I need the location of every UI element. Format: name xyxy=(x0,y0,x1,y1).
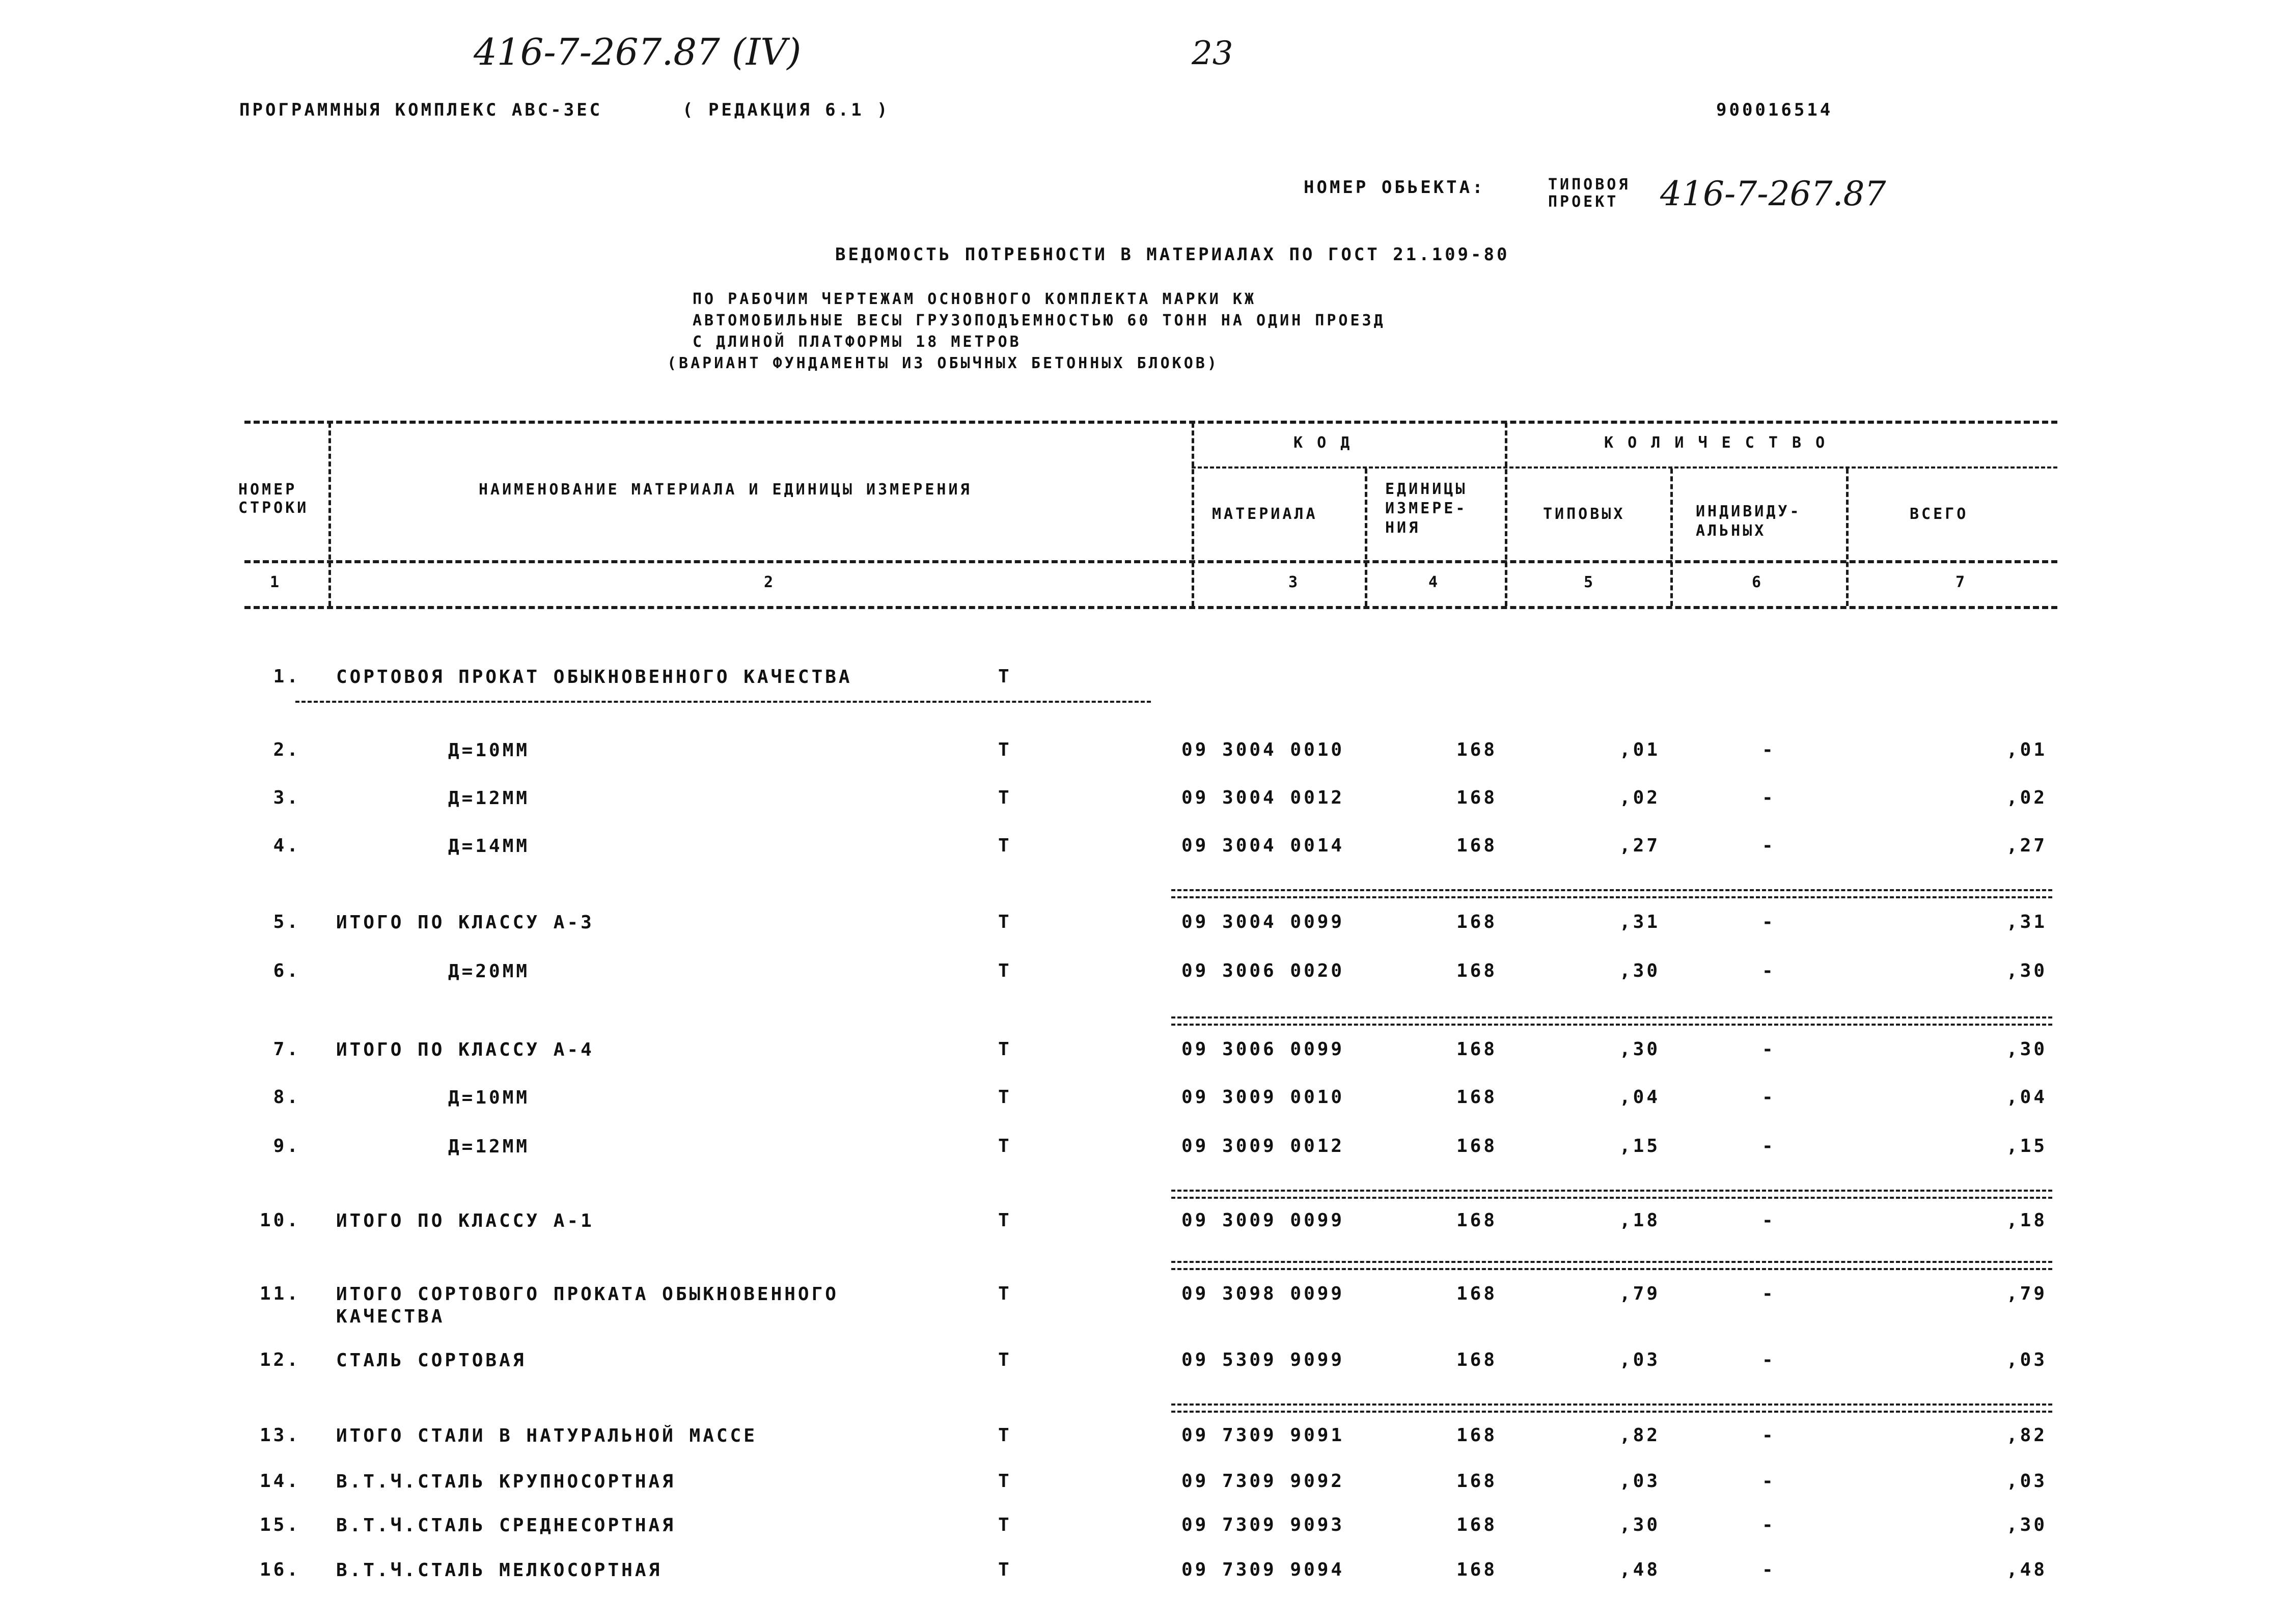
unit: Т xyxy=(998,1136,1012,1157)
header-row-number: НОМЕР СТРОКИ xyxy=(238,481,309,517)
unit-code: 168 xyxy=(1456,1350,1498,1370)
row-number: 3. xyxy=(273,787,300,808)
table-row xyxy=(0,912,2286,942)
typical-quantity: ,03 xyxy=(1619,1471,1661,1492)
handwritten-page-number: 23 xyxy=(1192,35,1233,72)
row-number: 8. xyxy=(273,1087,300,1108)
typical-quantity: ,04 xyxy=(1619,1087,1661,1108)
typical-quantity: ,48 xyxy=(1619,1559,1661,1580)
title-line-2: АВТОМОБИЛЬНЫЕ ВЕСЫ ГРУЗОПОДЪЕМНОСТЬЮ 60 ТОНН НА ОДИН ПРОЕЗД xyxy=(693,312,1386,329)
table-row xyxy=(0,960,2286,991)
unit-code: 168 xyxy=(1456,960,1498,981)
col-number-4: 4 xyxy=(1428,573,1441,591)
material-code: 09 7309 9093 xyxy=(1181,1515,1345,1535)
total-quantity: ,04 xyxy=(2006,1087,2047,1108)
individual-quantity: - xyxy=(1762,1136,1776,1157)
individual-quantity: - xyxy=(1762,1350,1776,1370)
subtotal-separator xyxy=(1171,1016,2052,1026)
individual-quantity: - xyxy=(1762,960,1776,981)
header-individual: ИНДИВИДУ- АЛЬНЫХ xyxy=(1696,503,1802,540)
individual-quantity: - xyxy=(1762,1210,1776,1231)
unit: Т xyxy=(998,912,1012,932)
total-quantity: ,82 xyxy=(2006,1425,2047,1446)
unit-code: 168 xyxy=(1456,1425,1498,1446)
col-divider-2 xyxy=(1192,423,1194,606)
unit-code: 168 xyxy=(1456,1471,1498,1492)
table-row xyxy=(0,1210,2286,1241)
unit-code: 168 xyxy=(1456,1087,1498,1108)
unit: Т xyxy=(998,1039,1012,1060)
col-divider-3 xyxy=(1365,469,1367,606)
header-code: К О Д xyxy=(1293,434,1353,452)
individual-quantity: - xyxy=(1762,1425,1776,1446)
table-row xyxy=(0,1471,2286,1501)
total-quantity: ,27 xyxy=(2006,835,2047,856)
table-row xyxy=(0,1515,2286,1545)
title-line-3: С ДЛИНОЙ ПЛАТФОРМЫ 18 МЕТРОВ xyxy=(693,333,1022,351)
header-material-name: НАИМЕНОВАНИЕ МАТЕРИАЛА И ЕДИНИЦЫ ИЗМЕРЕНИЯ xyxy=(479,481,972,499)
header-top-rule xyxy=(244,421,2057,424)
col-number-5: 5 xyxy=(1584,573,1596,591)
typical-quantity: ,27 xyxy=(1619,835,1661,856)
material-name: ИТОГО СТАЛИ В НАТУРАЛЬНОЙ МАССЕ xyxy=(336,1425,757,1446)
material-code: 09 7309 9091 xyxy=(1181,1425,1345,1446)
unit-code: 168 xyxy=(1456,1039,1498,1060)
typical-quantity: ,30 xyxy=(1619,1515,1661,1535)
material-code: 09 7309 9094 xyxy=(1181,1559,1345,1580)
unit: Т xyxy=(998,787,1012,808)
material-name: Д=20ММ xyxy=(448,961,530,982)
total-quantity: ,30 xyxy=(2006,960,2047,981)
material-code: 09 3006 0099 xyxy=(1181,1039,1345,1060)
typical-quantity: ,31 xyxy=(1619,912,1661,932)
total-quantity: ,02 xyxy=(2006,787,2047,808)
material-name: Д=10ММ xyxy=(448,1087,530,1108)
col-number-6: 6 xyxy=(1752,573,1764,591)
individual-quantity: - xyxy=(1762,1087,1776,1108)
table-row xyxy=(0,1136,2286,1166)
unit-code: 168 xyxy=(1456,739,1498,760)
row-number: 13. xyxy=(259,1425,300,1446)
unit: Т xyxy=(998,1425,1012,1446)
col-divider-4 xyxy=(1505,423,1507,606)
material-code: 09 3006 0020 xyxy=(1181,960,1345,981)
unit: Т xyxy=(998,1559,1012,1580)
material-code: 09 5309 9099 xyxy=(1181,1350,1345,1370)
col-number-7: 7 xyxy=(1956,573,1968,591)
row-number: 1. xyxy=(273,666,300,687)
material-code: 09 7309 9092 xyxy=(1181,1471,1345,1492)
total-quantity: ,03 xyxy=(2006,1350,2047,1370)
unit-code: 168 xyxy=(1456,1210,1498,1231)
material-code: 09 3004 0010 xyxy=(1181,739,1345,760)
unit: Т xyxy=(998,1283,1012,1304)
handwritten-project-code: 416-7-267.87 xyxy=(1660,174,1886,213)
document-number: 900016514 xyxy=(1716,100,1833,120)
material-name: В.Т.Ч.СТАЛЬ МЕЛКОСОРТНАЯ xyxy=(336,1560,663,1581)
table-row xyxy=(0,666,2286,697)
individual-quantity: - xyxy=(1762,835,1776,856)
row-number: 12. xyxy=(259,1350,300,1370)
material-name: СОРТОВОЯ ПРОКАТ ОБЫКНОВЕННОГО КАЧЕСТВА xyxy=(336,667,852,687)
unit: Т xyxy=(998,1210,1012,1231)
table-row xyxy=(0,1283,2286,1327)
object-number-label: НОМЕР ОБЬЕКТА: xyxy=(1304,177,1485,198)
individual-quantity: - xyxy=(1762,1471,1776,1492)
table-row xyxy=(0,1039,2286,1069)
total-quantity: ,79 xyxy=(2006,1283,2047,1304)
program-edition: ( РЕДАКЦИЯ 6.1 ) xyxy=(682,100,890,120)
total-quantity: ,01 xyxy=(2006,739,2047,760)
individual-quantity: - xyxy=(1762,1515,1776,1535)
unit: Т xyxy=(998,1350,1012,1370)
individual-quantity: - xyxy=(1762,1039,1776,1060)
handwritten-top-code: 416-7-267.87 (IV) xyxy=(474,31,802,73)
material-name: ИТОГО ПО КЛАССУ А-4 xyxy=(336,1039,594,1060)
header-typical: ТИПОВЫХ xyxy=(1543,505,1626,523)
table-row xyxy=(0,1350,2286,1380)
total-quantity: ,48 xyxy=(2006,1559,2047,1580)
typical-quantity: ,79 xyxy=(1619,1283,1661,1304)
typical-quantity: ,30 xyxy=(1619,960,1661,981)
row-number: 16. xyxy=(259,1559,300,1580)
material-name: СТАЛЬ СОРТОВАЯ xyxy=(336,1350,527,1371)
table-row xyxy=(0,1425,2286,1455)
row-number: 9. xyxy=(273,1136,300,1157)
unit-code: 168 xyxy=(1456,1136,1498,1157)
typical-quantity: ,18 xyxy=(1619,1210,1661,1231)
unit: Т xyxy=(998,739,1012,760)
unit-code: 168 xyxy=(1456,1515,1498,1535)
table-row xyxy=(0,1559,2286,1590)
total-quantity: ,30 xyxy=(2006,1039,2047,1060)
col-number-3: 3 xyxy=(1288,573,1301,591)
table-row xyxy=(0,1087,2286,1117)
col-number-1: 1 xyxy=(270,573,282,591)
material-name: ИТОГО СОРТОВОГО ПРОКАТА ОБЫКНОВЕННОГО КАЧЕСТВА xyxy=(336,1284,839,1327)
row-number: 7. xyxy=(273,1039,300,1060)
subtotal-separator xyxy=(1171,1190,2052,1199)
row-number: 2. xyxy=(273,739,300,760)
unit: Т xyxy=(998,960,1012,981)
table-row xyxy=(0,739,2286,770)
row-number: 15. xyxy=(259,1515,300,1535)
material-name: ИТОГО ПО КЛАССУ А-1 xyxy=(336,1210,594,1231)
header-bottom-rule xyxy=(244,560,2057,563)
material-code: 09 3004 0014 xyxy=(1181,835,1345,856)
individual-quantity: - xyxy=(1762,1283,1776,1304)
individual-quantity: - xyxy=(1762,739,1776,760)
row-number: 10. xyxy=(259,1210,300,1231)
total-quantity: ,30 xyxy=(2006,1515,2047,1535)
material-code: 09 3098 0099 xyxy=(1181,1283,1345,1304)
document-title: ВЕДОМОСТЬ ПОТРЕБНОСТИ В МАТЕРИАЛАХ ПО ГОСТ 21.109-80 xyxy=(835,244,1510,265)
unit-code: 168 xyxy=(1456,912,1498,932)
title-line-1: ПО РАБОЧИМ ЧЕРТЕЖАМ ОСНОВНОГО КОМПЛЕКТА МАРКИ КЖ xyxy=(693,290,1256,308)
header-unit-code: ЕДИНИЦЫ ИЗМЕРЕ- НИЯ xyxy=(1385,480,1468,537)
total-quantity: ,18 xyxy=(2006,1210,2047,1231)
typical-quantity: ,30 xyxy=(1619,1039,1661,1060)
row-number: 11. xyxy=(259,1283,300,1304)
row-number: 14. xyxy=(259,1471,300,1492)
material-code: 09 3009 0010 xyxy=(1181,1087,1345,1108)
header-total: ВСЕГО xyxy=(1910,505,1969,523)
unit: Т xyxy=(998,1087,1012,1108)
row-number: 5. xyxy=(273,912,300,932)
individual-quantity: - xyxy=(1762,912,1776,932)
material-name: ИТОГО ПО КЛАССУ А-3 xyxy=(336,912,594,933)
section-underline xyxy=(295,701,1151,703)
table-row xyxy=(0,835,2286,866)
typical-project-label: ТИПОВОЯ ПРОЕКТ xyxy=(1548,176,1631,211)
unit-code: 168 xyxy=(1456,1283,1498,1304)
typical-quantity: ,03 xyxy=(1619,1350,1661,1370)
typical-quantity: ,15 xyxy=(1619,1136,1661,1157)
column-number-rule xyxy=(244,606,2057,609)
total-quantity: ,03 xyxy=(2006,1471,2047,1492)
material-name: В.Т.Ч.СТАЛЬ СРЕДНЕСОРТНАЯ xyxy=(336,1515,676,1536)
row-number: 4. xyxy=(273,835,300,856)
unit-code: 168 xyxy=(1456,787,1498,808)
material-code: 09 3004 0012 xyxy=(1181,787,1345,808)
unit-code: 168 xyxy=(1456,1559,1498,1580)
col-divider-6 xyxy=(1846,469,1849,606)
col-divider-1 xyxy=(328,423,331,606)
header-material-code: МАТЕРИАЛА xyxy=(1212,505,1318,523)
subtotal-separator xyxy=(1171,889,2052,898)
unit: Т xyxy=(998,835,1012,856)
material-code: 09 3004 0099 xyxy=(1181,912,1345,932)
unit-code: 168 xyxy=(1456,835,1498,856)
material-name: Д=12ММ xyxy=(448,1136,530,1157)
unit: Т xyxy=(998,1471,1012,1492)
unit: Т xyxy=(998,666,1012,687)
total-quantity: ,31 xyxy=(2006,912,2047,932)
material-code: 09 3009 0012 xyxy=(1181,1136,1345,1157)
header-mid-rule xyxy=(1192,466,2057,469)
material-name: Д=12ММ xyxy=(448,788,530,809)
col-number-2: 2 xyxy=(764,573,776,591)
table-row xyxy=(0,787,2286,818)
material-code: 09 3009 0099 xyxy=(1181,1210,1345,1231)
header-quantity: К О Л И Ч Е С Т В О xyxy=(1604,434,1828,452)
total-quantity: ,15 xyxy=(2006,1136,2047,1157)
program-name: ПРОГРАММНЫЯ КОМПЛЕКС АВС-ЗЕС xyxy=(239,100,603,120)
subtotal-separator xyxy=(1171,1261,2052,1270)
material-name: Д=14ММ xyxy=(448,836,530,857)
unit: Т xyxy=(998,1515,1012,1535)
typical-quantity: ,82 xyxy=(1619,1425,1661,1446)
typical-quantity: ,01 xyxy=(1619,739,1661,760)
title-line-4: (ВАРИАНТ ФУНДАМЕНТЫ ИЗ ОБЫЧНЫХ БЕТОННЫХ БЛОКОВ) xyxy=(667,354,1219,372)
material-name: В.Т.Ч.СТАЛЬ КРУПНОСОРТНАЯ xyxy=(336,1471,676,1492)
individual-quantity: - xyxy=(1762,787,1776,808)
material-name: Д=10ММ xyxy=(448,740,530,761)
subtotal-separator xyxy=(1171,1403,2052,1413)
row-number: 6. xyxy=(273,960,300,981)
col-divider-5 xyxy=(1670,469,1673,606)
individual-quantity: - xyxy=(1762,1559,1776,1580)
typical-quantity: ,02 xyxy=(1619,787,1661,808)
